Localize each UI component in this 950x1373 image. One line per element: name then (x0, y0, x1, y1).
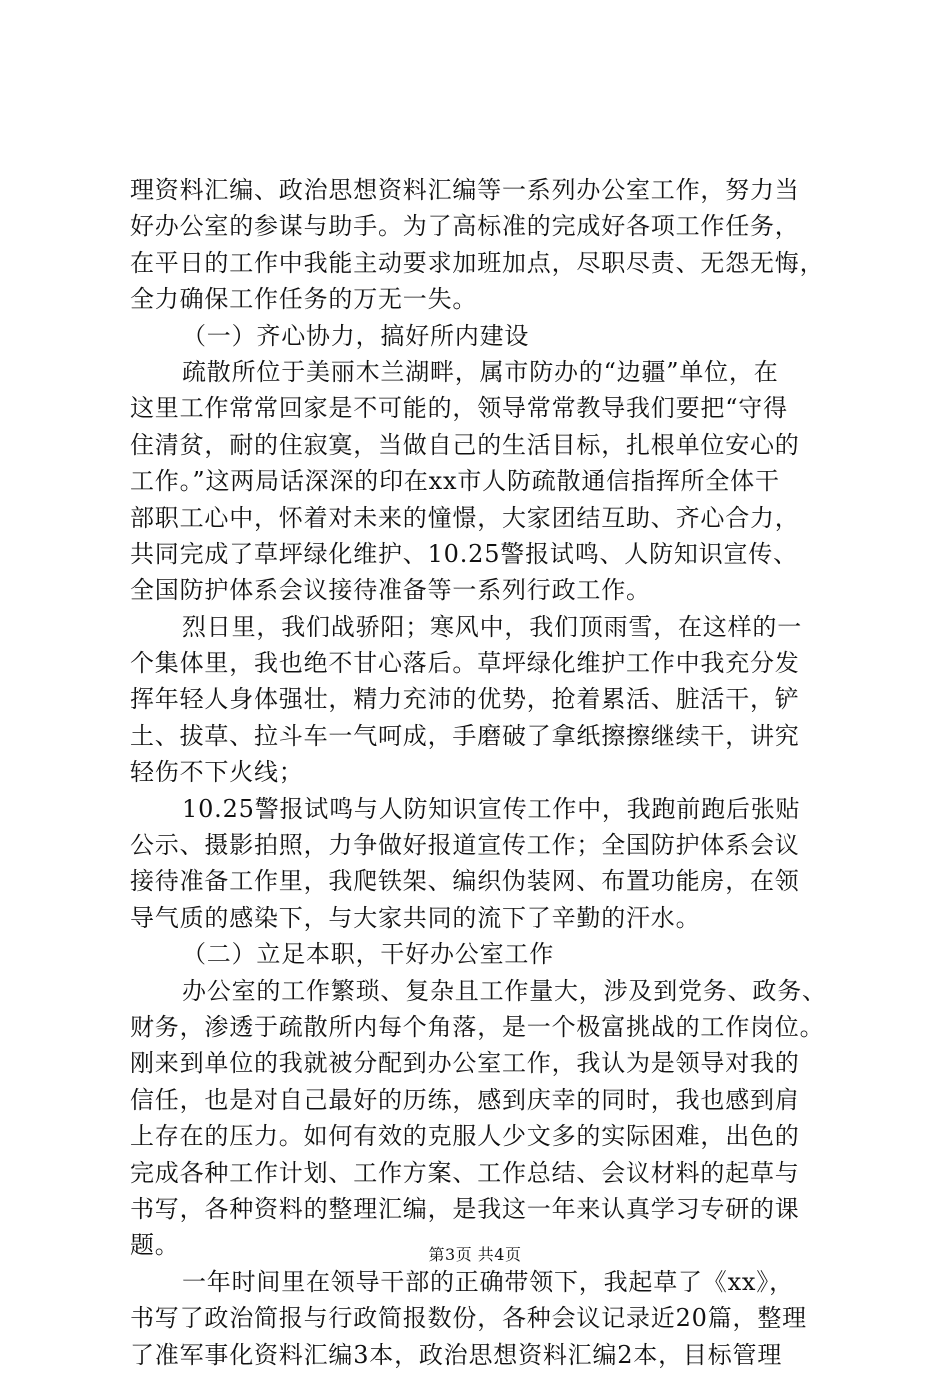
text-line: 住清贫，耐的住寂寞，当做自己的生活目标，扎根单位安心的 (130, 430, 800, 459)
text-line: 全国防护体系会议接待准备等一系列行政工作。 (130, 576, 651, 605)
text-line: 疏散所位于美丽木兰湖畔，属市防办的“边疆”单位，在 (182, 357, 779, 386)
text-line: 题。 (130, 1231, 180, 1260)
text-line: 轻伤不下火线； (130, 758, 304, 787)
text-line: 导气质的感染下，与大家共同的流下了辛勤的汗水。 (130, 903, 701, 932)
text-line: 上存在的压力。如何有效的克服人少文多的实际困难，出色的 (130, 1122, 800, 1151)
text-line: 办公室的工作繁琐、复杂且工作量大，涉及到党务、政务、 (182, 976, 827, 1005)
text-line: 个集体里，我也绝不甘心落后。草坪绿化维护工作中我充分发 (130, 649, 800, 678)
text-line: 在平日的工作中我能主动要求加班加点，尽职尽责、无怨无悔， (130, 248, 825, 277)
text-line: 土、拔草、拉斗车一气呵成，手磨破了拿纸擦擦继续干，讲究 (130, 721, 800, 750)
text-line: 挥年轻人身体强壮，精力充沛的优势，抢着累活、脏活干，铲 (130, 685, 800, 714)
text-line: 完成各种工作计划、工作方案、工作总结、会议材料的起草与 (130, 1158, 800, 1187)
text-line: 工作。”这两局话深深的印在xx市人防疏散通信指挥所全体干 (130, 467, 780, 496)
text-line: 10.25警报试鸣与人防知识宣传工作中，我跑前跑后张贴 (182, 794, 801, 823)
text-line: 接待准备工作里，我爬铁架、编织伪装网、布置功能房，在领 (130, 867, 800, 896)
text-line: 好办公室的参谋与助手。为了高标准的完成好各项工作任务， (130, 212, 800, 241)
text-line: 了准军事化资料汇编3本，政治思想资料汇编2本，目标管理 (130, 1340, 783, 1369)
text-line: 这里工作常常回家是不可能的，领导常常教导我们要把“守得 (130, 394, 788, 423)
document-body (130, 172, 834, 1373)
page-footer: 第3页 共4页 (428, 1245, 522, 1264)
text-line: 一年时间里在领导干部的正确带领下，我起草了《xx》， (182, 1267, 794, 1296)
text-line: 烈日里，我们战骄阳；寒风中，我们顶雨雪，在这样的一 (182, 612, 802, 641)
text-line: 公示、摄影拍照，力争做好报道宣传工作；全国防护体系会议 (130, 831, 800, 860)
text-line: 书写了政治简报与行政简报数份，各种会议记录近20篇，整理 (130, 1304, 807, 1333)
text-line: （二）立足本职，干好办公室工作 (182, 940, 554, 969)
text-line: 书写，各种资料的整理汇编，是我这一年来认真学习专研的课 (130, 1194, 800, 1223)
text-line: 信任，也是对自己最好的历练，感到庆幸的同时，我也感到肩 (130, 1085, 800, 1114)
text-line: 财务，渗透于疏散所内每个角落，是一个极富挑战的工作岗位。 (130, 1012, 825, 1041)
text-line: 全力确保工作任务的万无一失。 (130, 285, 478, 314)
text-line: 共同完成了草坪绿化维护、10.25警报试鸣、人防知识宣传、 (130, 539, 798, 568)
text-line: （一）齐心协力，搞好所内建设 (182, 321, 530, 350)
text-line: 理资料汇编、政治思想资料汇编等一系列办公室工作，努力当 (130, 176, 800, 204)
text-line: 刚来到单位的我就被分配到办公室工作，我认为是领导对我的 (130, 1049, 800, 1078)
text-line: 部职工心中，怀着对未来的憧憬，大家团结互助、齐心合力， (130, 503, 800, 532)
